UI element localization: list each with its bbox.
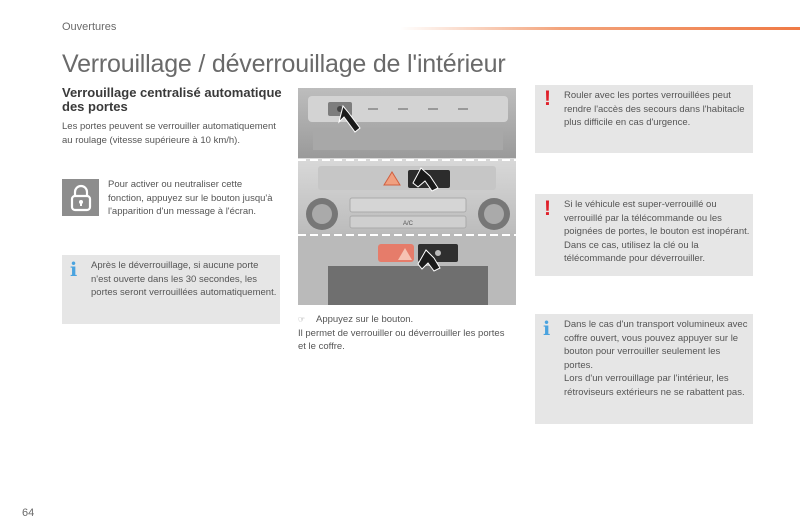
warning-icon: ! xyxy=(544,197,551,220)
info-left-text: Après le déverrouillage, si aucune porte n'est ouverte dans les 30 secondes, les portes seront verrouillées automatiquement. xyxy=(91,260,277,299)
info-right-text-2: Lors d'un verrouillage par l'intérieur, les rétroviseurs extérieurs ne se rabattent pas. xyxy=(564,373,745,398)
caption xyxy=(298,313,508,354)
info-right-text-1: Dans le cas d'un transport volumineux avec coffre ouvert, vous pouvez appuyer sur le bouton pour verrouiller seulement les portes. xyxy=(564,319,748,371)
warning-box-2 xyxy=(535,194,753,276)
section-label: Ouvertures xyxy=(62,21,117,33)
intro-text: Les portes peuvent se verrouiller automatiquement au roulage (vitesse supérieure à 10 km/h). xyxy=(62,121,276,146)
info-icon: i xyxy=(70,259,78,281)
page-title: Verrouillage / déverrouillage de l'intérieur xyxy=(62,50,506,78)
console-photo xyxy=(298,88,516,305)
info-box-left xyxy=(62,255,280,324)
caption-text: Il permet de verrouiller ou déverrouiller les portes et le coffre. xyxy=(298,327,505,353)
warning-text-2: Si le véhicule est super-verrouillé ou verrouillé par la télécommande ou les poignées de portes, le bouton est inopérant. Dans ce cas, utilisez la clé ou la télécommande pour déverrouiller. xyxy=(564,199,750,265)
warning-text-1: Rouler avec les portes verrouillées peut rendre l'accès des secours dans l'habitacle plus difficile en cas d'urgence. xyxy=(564,90,745,129)
lock-icon xyxy=(62,179,99,216)
caption-step-text: Appuyez sur le bouton. xyxy=(316,314,414,325)
info-icon: i xyxy=(543,318,551,340)
page-number: 64 xyxy=(22,507,35,519)
ac-label: A/C xyxy=(402,221,414,227)
warning-box-1 xyxy=(535,85,753,153)
pointer-icon: ☞ xyxy=(298,315,306,324)
subheading: Verrouillage centralisé automatique des portes xyxy=(62,85,282,114)
lock-note-text: Pour activer ou neutraliser cette fonction, appuyez sur le bouton jusqu'à l'apparition d'un message à l'écran. xyxy=(108,179,273,218)
header-accent-bar xyxy=(400,27,800,30)
caption-step xyxy=(298,313,508,327)
warning-icon: ! xyxy=(544,87,551,110)
info-box-right xyxy=(535,314,753,424)
info-right-text xyxy=(564,318,750,400)
